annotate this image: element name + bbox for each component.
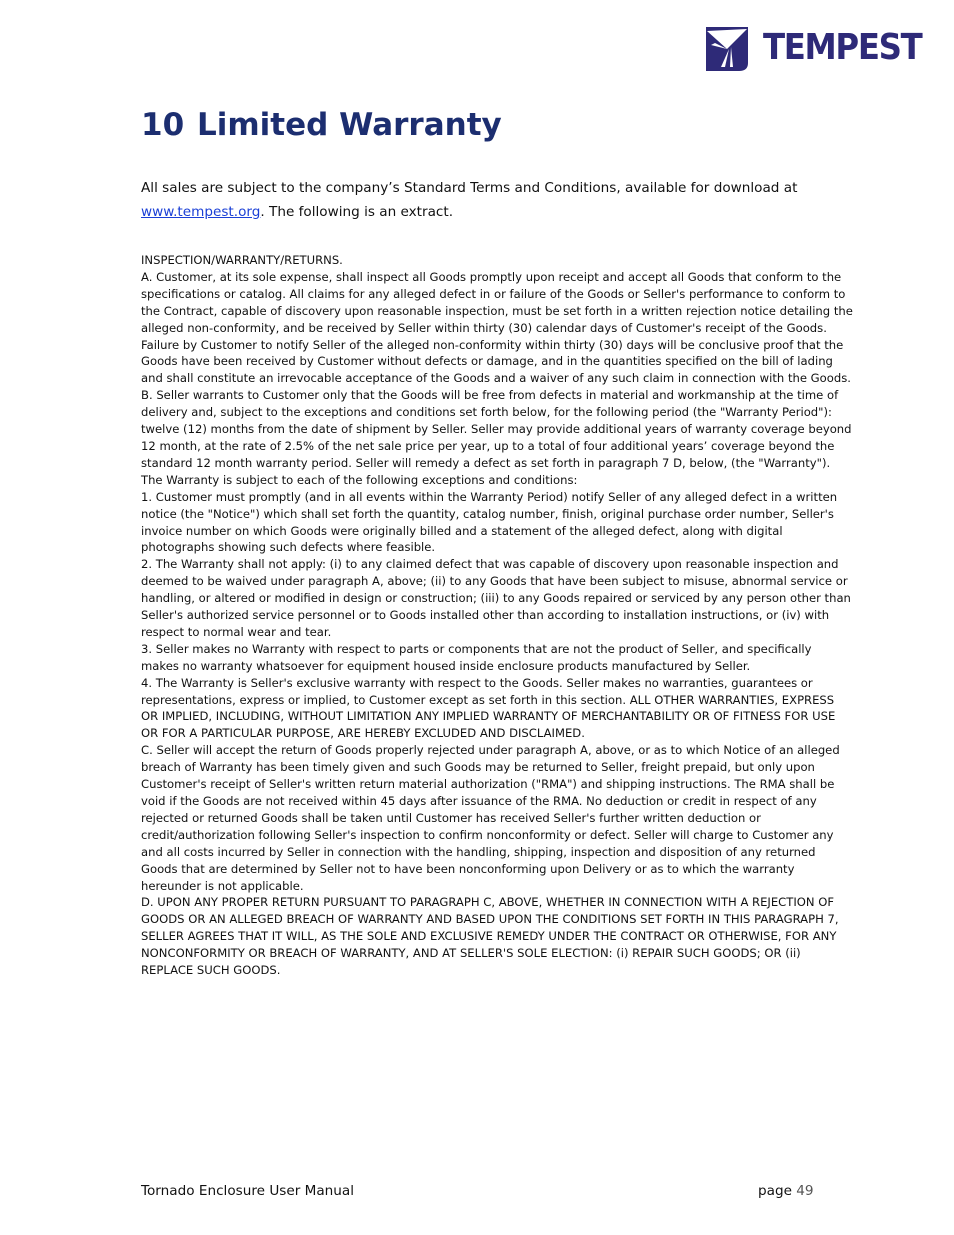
- terms-item-3: 3. Seller makes no Warranty with respect to parts or components that are not the product of Seller, and specifically makes no warranty whatsoever for equipment housed inside enclosure products manufactured by Seller.: [141, 641, 812, 673]
- intro-text: All sales are subject to the company’s Standard Terms and Conditions, available for download at: [141, 180, 798, 196]
- tempest-website-link[interactable]: www.tempest.org: [141, 204, 261, 220]
- warranty-terms: [141, 252, 853, 979]
- footer-page-number: [758, 1181, 814, 1201]
- terms-item-4: 4. The Warranty is Seller's exclusive warranty with respect to the Goods. Seller makes no warranties, guarantees or representations, express or implied, to Customer except as set forth in this section. ALL OTHER WARRANTIES, EXPRESS OR IMPLIED, INCLUDING, WITHOUT LIMITATION ANY IMPLIED WARRANTY OF MERCHANTABILITY OR OF FITNESS FOR USE OR FOR A PARTICULAR PURPOSE, ARE HEREBY EXCLUDED AND DISCLAIMED.: [141, 675, 836, 741]
- terms-item-1: 1. Customer must promptly (and in all events within the Warranty Period) notify Seller of any alleged defect in a written notice (the "Notice") which shall set forth the quantity, catalog number, finish, original purchase order number, Seller's invoice number on which Goods were originally billed and a statement of the alleged defect, along with digital photographs showing such defects where feasible.: [141, 489, 838, 555]
- terms-paragraph-b: B. Seller warrants to Customer only that the Goods will be free from defects in material and workmanship at the time of delivery and, subject to the exceptions and conditions set forth below, for the following period (the "Warranty Period"): twelve (12) months from the date of shipment by Seller. Seller may provide additional years of warranty coverage beyond 12 month, at the rate of 2.5% of the net sale price per year, up to a total of four additional years’ coverage beyond the standard 12 month warranty period. Seller will remedy a defect as set forth in paragraph 7 D, below, (the "Warranty"). The Warranty is subject to each of the following exceptions and conditions:: [141, 388, 852, 487]
- terms-paragraph-c: C. Seller will accept the return of Goods properly rejected under paragraph A, above, or as to which Notice of an alleged breach of Warranty has been timely given and such Goods may be returned to Seller, freight prepaid, but only upon Customer's receipt of Seller's written return material authorization ("RMA") and shipping instructions. The RMA shall be void if the Goods are not received within 45 days after issuance of the RMA. No deduction or credit in respect of any rejected or returned Goods shall be taken until Customer has received Seller's further written deduction or credit/authorization following Seller's inspection to confirm nonconformity or defect. Seller will charge to Customer any and all costs incurred by Seller in connection with the handling, shipping, inspection and disposition of any returned Goods that are determined by Seller not to have been nonconforming upon Delivery or as to which the warranty hereunder is not applicable.: [141, 743, 840, 893]
- intro-paragraph: [141, 176, 841, 224]
- intro-text-end: . The following is an extract.: [260, 204, 454, 220]
- page-title: [141, 104, 502, 146]
- footer-document-title: Tornado Enclosure User Manual: [141, 1183, 355, 1199]
- tempest-logo: [703, 22, 939, 74]
- terms-item-2: 2. The Warranty shall not apply: (i) to any claimed defect that was capable of discovery upon reasonable inspection and deemed to be waived under paragraph A, above; (ii) to any Goods that have been subject to misuse, abnormal service or handling, or altered or modified in design or construction; (iii) to any Goods repaired or serviced by any person other than Seller's authorized service personnel or to Goods installed other than according to installation instructions, or (iv) with respect to normal wear and tear.: [141, 557, 851, 639]
- terms-paragraph-d: D. UPON ANY PROPER RETURN PURSUANT TO PARAGRAPH C, ABOVE, WHETHER IN CONNECTION WITH A REJECTION OF GOODS OR AN ALLEGED BREACH OF WARRANTY AND BASED UPON THE CONDITIONS SET FORTH IN THIS PARAGRAPH 7, SELLER AGREES THAT IT WILL, AS THE SOLE AND EXCLUSIVE REMEDY UNDER THE CONTRACT OR OTHERWISE, FOR ANY NONCONFORMITY OR BREACH OF WARRANTY, AND AT SELLER'S SOLE ELECTION: (i) REPAIR SUCH GOODS; OR (ii) REPLACE SUCH GOODS.: [141, 895, 839, 978]
- section-number: 10: [141, 107, 185, 143]
- page-label: page: [758, 1183, 792, 1199]
- tempest-shield-icon: [703, 23, 751, 73]
- logo-wordmark: TEMPEST: [763, 27, 922, 68]
- terms-paragraph-a: A. Customer, at its sole expense, shall inspect all Goods promptly upon receipt and accept all Goods that conform to the specifications or catalog. All claims for any alleged defect in or failure of the Goods or Seller's performance to conform to the Contract, capable of discovery upon reasonable inspection, must be set forth in a written rejection notice detailing the alleged non-conformity, and be received by Seller within thirty (30) calendar days of Customer's receipt of the Goods. Failure by Customer to notify Seller of the alleged non-conformity within thirty (30) days will be conclusive proof that the Goods have been received by Customer without defects or damage, and in the quantities specified on the bill of lading and shall constitute an irrevocable acceptance of the Goods and a waiver of any such claim in connection with the Goods.: [141, 269, 853, 386]
- section-title: Limited Warranty: [197, 107, 502, 143]
- page-number: 49: [796, 1183, 814, 1199]
- terms-heading: INSPECTION/WARRANTY/RETURNS.: [141, 253, 343, 267]
